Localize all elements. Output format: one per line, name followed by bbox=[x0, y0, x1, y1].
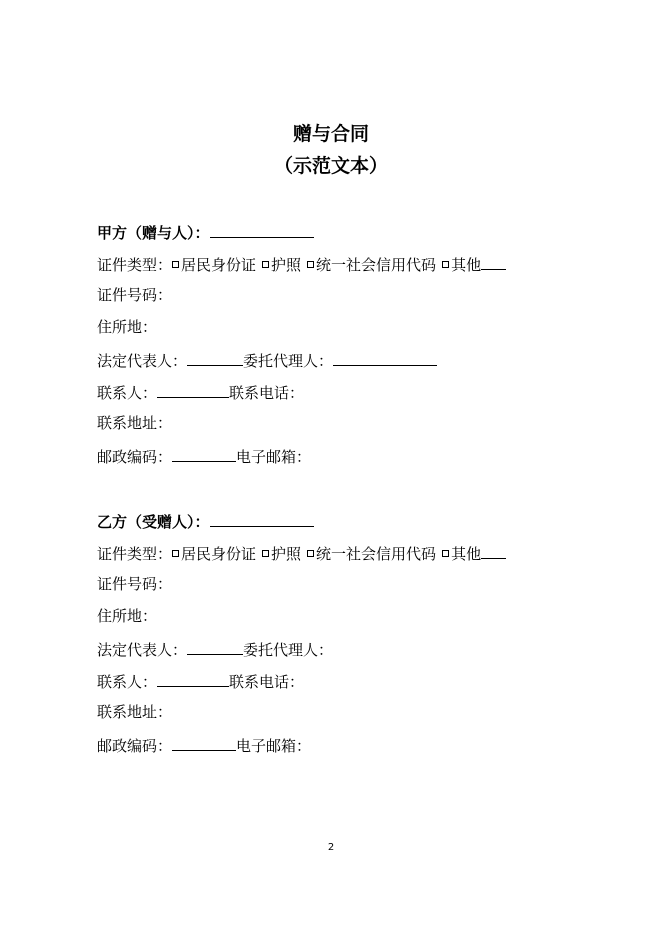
party-b-contact-label: 联系人： bbox=[97, 673, 158, 691]
party-b-phone-label: 联系电话： bbox=[229, 673, 305, 691]
checkbox-icon[interactable] bbox=[262, 550, 269, 557]
party-a-postal-row bbox=[97, 445, 311, 467]
party-b-address-label: 住所地： bbox=[97, 607, 158, 625]
party-b-heading-row bbox=[97, 510, 314, 532]
party-b-agent-label: 委托代理人： bbox=[243, 641, 334, 659]
party-b-postal-field[interactable] bbox=[172, 734, 236, 751]
party-b-representative-row bbox=[97, 638, 333, 660]
party-b-postal-row bbox=[97, 734, 311, 756]
party-a-representative-row bbox=[97, 349, 437, 371]
checkbox-icon[interactable] bbox=[442, 550, 449, 557]
party-a-address-label: 住所地： bbox=[97, 318, 158, 336]
party-b-contact-address-label: 联系地址： bbox=[97, 703, 173, 721]
party-a-id-number-label: 证件号码： bbox=[97, 286, 173, 304]
party-b-id-type-row bbox=[97, 542, 506, 564]
party-b-id-number-label: 证件号码： bbox=[97, 575, 173, 593]
party-a-legal-rep-field[interactable] bbox=[187, 349, 243, 366]
party-b-id-option-passport: 护照 bbox=[271, 545, 302, 563]
party-b-name-field[interactable] bbox=[210, 510, 314, 527]
party-a-id-option-credit-code: 统一社会信用代码 bbox=[316, 256, 437, 274]
party-a-id-option-resident: 居民身份证 bbox=[181, 256, 257, 274]
document-subtitle: （示范文本） bbox=[273, 155, 388, 177]
checkbox-icon[interactable] bbox=[307, 550, 314, 557]
party-b-id-option-other: 其他 bbox=[451, 545, 482, 563]
checkbox-icon[interactable] bbox=[442, 261, 449, 268]
checkbox-icon[interactable] bbox=[172, 550, 179, 557]
party-a-contact-field[interactable] bbox=[157, 381, 229, 398]
checkbox-icon[interactable] bbox=[172, 261, 179, 268]
party-a-email-label: 电子邮箱： bbox=[236, 448, 312, 466]
party-a-other-field[interactable] bbox=[481, 253, 506, 270]
checkbox-icon[interactable] bbox=[262, 261, 269, 268]
party-a-id-option-other: 其他 bbox=[451, 256, 482, 274]
party-b-contact-row bbox=[97, 670, 304, 692]
party-b-legal-rep-field[interactable] bbox=[187, 638, 243, 655]
party-a-postal-field[interactable] bbox=[172, 445, 236, 462]
party-b-id-option-resident: 居民身份证 bbox=[181, 545, 257, 563]
party-a-postal-label: 邮政编码： bbox=[97, 448, 173, 466]
party-b-legal-rep-label: 法定代表人： bbox=[97, 641, 188, 659]
party-a-heading: 甲方（赠与人）： bbox=[97, 224, 210, 242]
party-b-contact-field[interactable] bbox=[157, 670, 229, 687]
party-a-legal-rep-label: 法定代表人： bbox=[97, 352, 188, 370]
party-a-id-option-passport: 护照 bbox=[271, 256, 302, 274]
party-a-contact-row bbox=[97, 381, 304, 403]
checkbox-icon[interactable] bbox=[307, 261, 314, 268]
party-a-contact-label: 联系人： bbox=[97, 384, 158, 402]
party-a-id-type-row bbox=[97, 253, 506, 275]
party-b-id-option-credit-code: 统一社会信用代码 bbox=[316, 545, 437, 563]
party-b-heading: 乙方（受赠人）： bbox=[97, 513, 210, 531]
party-b-postal-label: 邮政编码： bbox=[97, 737, 173, 755]
party-a-name-field[interactable] bbox=[210, 221, 314, 238]
party-a-agent-label: 委托代理人： bbox=[243, 352, 334, 370]
party-b-other-field[interactable] bbox=[481, 542, 506, 559]
party-a-heading-row bbox=[97, 221, 314, 243]
party-a-agent-field[interactable] bbox=[333, 349, 437, 366]
document-title: 赠与合同 bbox=[292, 123, 369, 145]
party-b-id-type-label: 证件类型： bbox=[97, 545, 173, 563]
party-a-id-type-label: 证件类型： bbox=[97, 256, 173, 274]
party-b-email-label: 电子邮箱： bbox=[236, 737, 312, 755]
party-a-phone-label: 联系电话： bbox=[229, 384, 305, 402]
page-number: 2 bbox=[327, 842, 335, 853]
party-a-contact-address-label: 联系地址： bbox=[97, 414, 173, 432]
